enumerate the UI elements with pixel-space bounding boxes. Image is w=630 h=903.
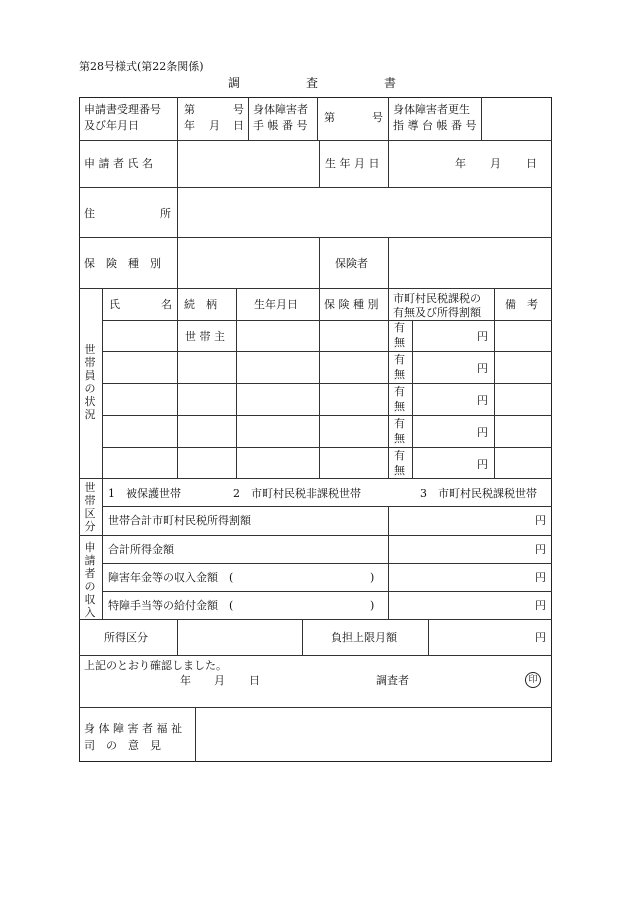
nashi-mark: 無 [394,336,405,349]
ari-mark: 有 [394,385,405,398]
birth-nen: 年 [455,157,466,170]
burden-limit-label: 負担上限月額 [331,631,397,644]
confirm-tsuki: 月 [214,674,225,687]
receipt-label-2: 及び年月日 [84,119,139,132]
address-label-1: 住 [84,207,95,220]
title-char-1: 調 [228,76,241,90]
rule [317,97,318,140]
col-remarks: 備 考 [505,298,538,311]
rule [177,619,178,655]
rule [79,478,552,479]
nen-label: 年 [184,119,195,132]
rule [79,288,552,289]
rule [79,619,552,620]
pension-label: 障害年金等の収入金額 ( [108,571,234,584]
rule [79,655,552,656]
rule [177,97,178,140]
rule [102,591,552,592]
title-char-2: 査 [306,76,319,90]
income-class-label: 所得区分 [104,631,148,644]
rule [412,320,413,478]
rule [388,535,389,619]
techo-label-2: 手 帳 番 号 [253,119,308,132]
dai-label: 第 [184,103,195,116]
rule [319,288,320,478]
total-income-label: 合計所得金額 [108,543,174,556]
rule [102,447,552,448]
class-option-2: 2 市町村民税非課税世帯 [233,487,361,500]
paren-close: ) [370,571,375,584]
yen-mark: 円 [535,543,546,556]
title-char-3: 書 [384,76,397,90]
rule [195,707,196,762]
birth-tsuki: 月 [490,157,501,170]
rule [236,288,237,478]
go-label: 号 [233,103,244,116]
rule [102,415,552,416]
rule [79,187,552,188]
household-class-side-label: 世帯区分 [84,481,96,533]
welfare-label: 身 体 障 害 者 福 祉 [84,722,182,735]
rule [388,288,389,478]
rule [79,707,552,708]
form-number: 第28号様式(第22条関係) [79,60,204,73]
rule [302,619,303,655]
rule [319,140,320,187]
confirm-text: 上記のとおり確認しました。 [84,659,227,672]
yen-mark: 円 [535,571,546,584]
col-tax: 市町村民税課税の [393,292,481,305]
col-name-2: 名 [161,298,172,311]
rule [102,320,552,321]
seal-mark: 印 [525,672,541,688]
ari-mark: 有 [394,353,405,366]
head-of-household: 世 帯 主 [185,330,225,343]
rule [481,97,482,140]
allowance-label: 特障手当等の給付金額 ( [108,599,234,612]
nashi-mark: 無 [394,432,405,445]
nashi-mark: 無 [394,368,405,381]
rule [102,351,552,352]
yen-mark: 円 [535,631,546,644]
techo-label: 身体障害者 [253,103,308,116]
class-option-1: 1 被保護世帯 [108,487,181,500]
insurance-label: 保 険 種 別 [84,257,161,270]
ari-mark: 有 [394,417,405,430]
yen-mark: 円 [477,458,488,471]
col-birth: 生年月日 [254,298,298,311]
birth-hi: 日 [526,157,537,170]
rule [102,383,552,384]
nashi-mark: 無 [394,400,405,413]
paren-close: ) [370,599,375,612]
col-tax-2: 有無及び所得割額 [393,306,481,319]
welfare-label-2: 司 の 意 見 [84,739,161,752]
insurer-label: 保険者 [335,257,368,270]
birthdate-label: 生 年 月 日 [325,157,380,170]
rule [102,535,103,619]
dai2-label: 第 [324,111,335,124]
col-relation: 続 柄 [184,298,217,311]
rule [79,140,552,141]
rule [388,237,389,288]
rule [248,97,249,140]
rule [494,288,495,478]
income-tax-total-label: 世帯合計市町村民税所得割額 [108,514,251,527]
rule [388,506,389,535]
yen-mark: 円 [535,514,546,527]
rule [102,288,103,535]
yen-mark: 円 [477,362,488,375]
class-option-3: 3 市町村民税課税世帯 [420,487,537,500]
ari-mark: 有 [394,321,405,334]
rule [79,535,552,536]
confirm-hi: 日 [249,674,260,687]
investigator-label: 調査者 [376,674,409,687]
household-side-label: 世帯員の状況 [84,343,96,421]
yen-mark: 円 [477,394,488,407]
rule [177,140,178,288]
applicant-name-label: 申 請 者 氏 名 [84,157,153,170]
rule [319,237,320,288]
kosei-label: 身体障害者更生 [393,103,470,116]
rule [177,288,178,478]
receipt-label: 申請書受理番号 [84,103,161,116]
tsuki-label: 月 [209,119,220,132]
col-insurance: 保 険 種 別 [324,298,379,311]
kosei-label-2: 指 導 台 帳 番 号 [393,119,477,132]
rule [102,563,552,564]
confirm-nen: 年 [180,674,191,687]
yen-mark: 円 [477,426,488,439]
rule [388,140,389,187]
rule [388,97,389,140]
yen-mark: 円 [477,330,488,343]
hi-label: 日 [233,119,244,132]
rule [428,619,429,655]
go2-label: 号 [372,111,383,124]
nashi-mark: 無 [394,464,405,477]
col-name-1: 氏 [109,298,120,311]
address-label-2: 所 [160,207,171,220]
rule [102,506,552,507]
ari-mark: 有 [394,449,405,462]
yen-mark: 円 [535,599,546,612]
rule [79,237,552,238]
applicant-income-side-label: 申請者の収入 [84,541,96,619]
